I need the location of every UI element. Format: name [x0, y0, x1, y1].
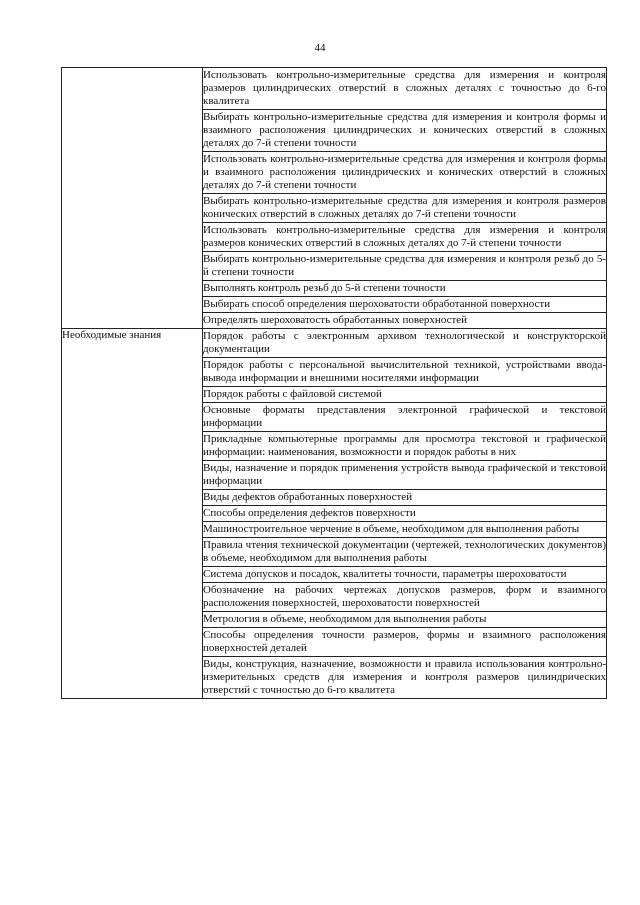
list-item: Правила чтения технической документации (чертежей, технологических документов) в объеме, необходимом для выполнения работы	[203, 538, 606, 567]
section-label-cell	[62, 68, 203, 329]
list-item: Выбирать контрольно-измерительные средства для измерения и контроля резьб до 5-й степени точности	[203, 252, 606, 281]
section-label-cell	[62, 329, 203, 699]
section-items-cell	[203, 329, 607, 699]
table-row	[62, 329, 607, 699]
list-item: Система допусков и посадок, квалитеты точности, параметры шероховатости	[203, 567, 606, 583]
list-item: Метрология в объеме, необходимом для выполнения работы	[203, 612, 606, 628]
list-item: Выбирать контрольно-измерительные средства для измерения и контроля формы и взаимного расположения цилиндрических и конических отверстий в сложных деталях до 7-й степени точности	[203, 110, 606, 152]
list-item: Порядок работы с файловой системой	[203, 387, 606, 403]
list-item: Основные форматы представления электронной графической и текстовой информации	[203, 403, 606, 432]
page-number: 44	[314, 42, 326, 54]
list-item: Способы определения дефектов поверхности	[203, 506, 606, 522]
list-item: Способы определения точности размеров, формы и взаимного расположения поверхностей деталей	[203, 628, 606, 657]
list-item: Машиностроительное черчение в объеме, необходимом для выполнения работы	[203, 522, 606, 538]
table-row	[62, 68, 607, 329]
list-item: Виды, конструкция, назначение, возможности и правила использования контрольно-измерительных средств для измерения и контроля размеров цилиндрических отверстий с точностью до 6-го квалитета	[203, 658, 606, 696]
list-item: Порядок работы с электронным архивом технологической и конструкторской документации	[203, 329, 606, 358]
list-item: Выбирать контрольно-измерительные средства для измерения и контроля размеров конических отверстий в сложных деталях до 7-й степени точности	[203, 194, 606, 223]
list-item: Определять шероховатость обработанных поверхностей	[203, 314, 468, 326]
section-label: Необходимые знания	[62, 329, 162, 341]
list-item: Выбирать способ определения шероховатости обработанной поверхности	[203, 297, 606, 313]
list-item: Виды дефектов обработанных поверхностей	[203, 490, 606, 506]
requirements-table	[61, 67, 607, 699]
list-item: Обозначение на рабочих чертежах допусков размеров, форм и взаимного расположения поверхностей, шероховатости поверхностей	[203, 583, 606, 612]
list-item: Прикладные компьютерные программы для просмотра текстовой и графической информации: наименования, возможности и порядок работы в них	[203, 432, 606, 461]
list-item: Виды, назначение и порядок применения устройств вывода графической и текстовой информации	[203, 461, 606, 490]
list-item: Использовать контрольно-измерительные средства для измерения и контроля формы и взаимного расположения цилиндрических и конических отверстий в сложных деталях до 7-й степени точности	[203, 152, 606, 194]
list-item: Использовать контрольно-измерительные средства для измерения и контроля размеров конических отверстий в сложных деталях до 7-й степени точности	[203, 223, 606, 252]
section-items-cell	[203, 68, 607, 329]
list-item: Порядок работы с персональной вычислительной техникой, устройствами ввода-вывода информации и внешними носителями информации	[203, 358, 606, 387]
list-item: Использовать контрольно-измерительные средства для измерения и контроля размеров цилиндрических отверстий в сложных деталях с точностью до 6-го квалитета	[203, 68, 606, 110]
list-item: Выполнять контроль резьб до 5-й степени точности	[203, 281, 606, 297]
